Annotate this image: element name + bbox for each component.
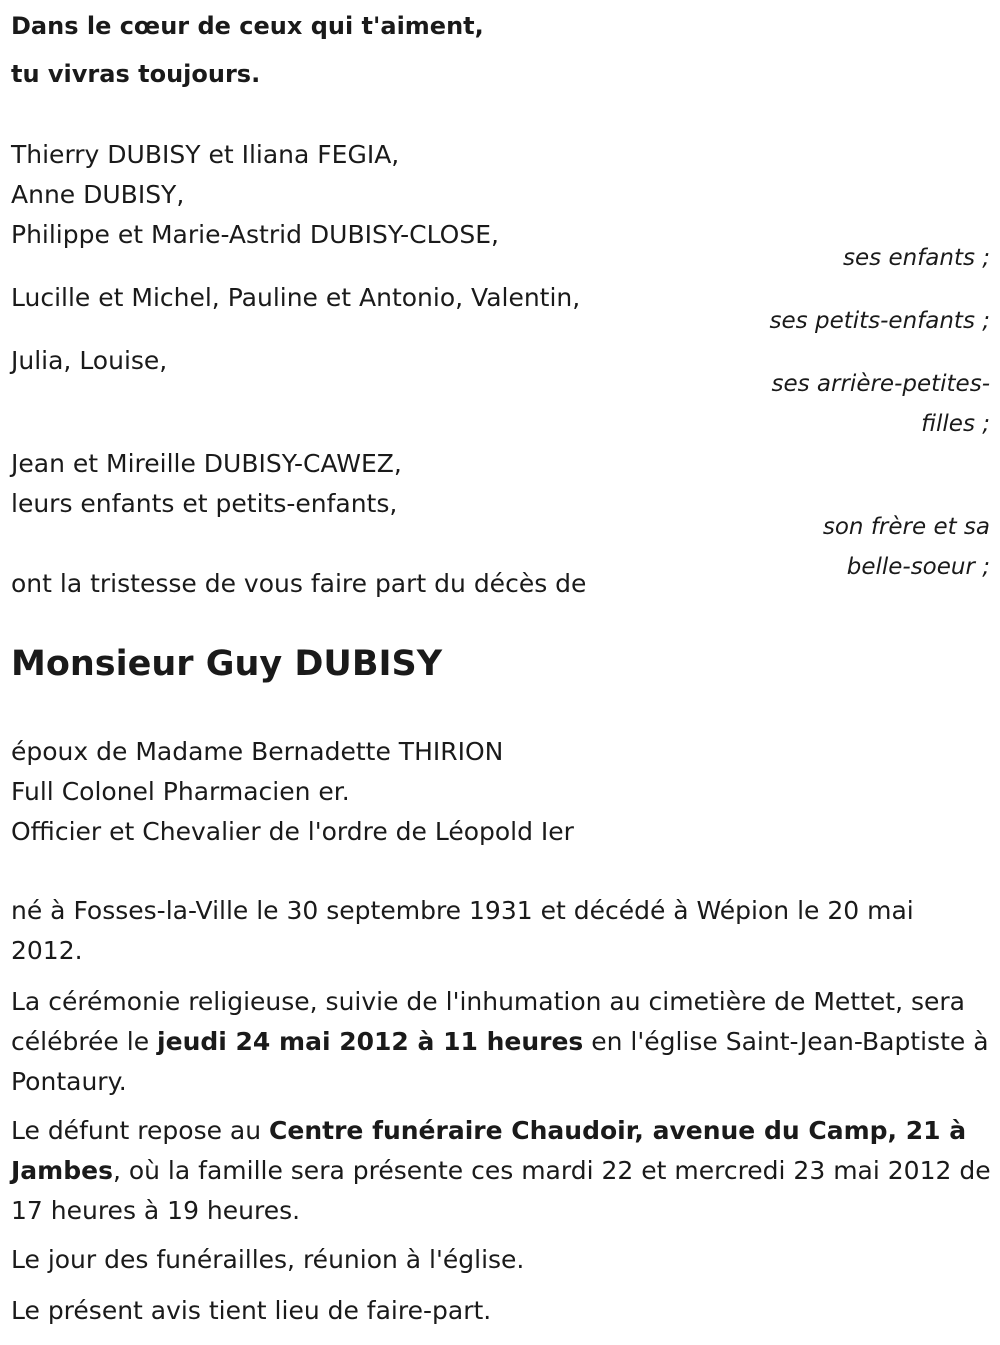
deceased-honours: Officier et Chevalier de l'ordre de Léopold Ier	[11, 817, 574, 846]
family-great-grandchildren: Julia, Louise,	[11, 346, 168, 375]
family-children-1: Thierry DUBISY et Iliana FEGIA,	[11, 140, 400, 169]
family-children-2: Anne DUBISY,	[11, 180, 185, 209]
ceremony-suffix: en l'église Saint-Jean-Baptiste à Pontaury.	[11, 1027, 989, 1096]
funeral-day-text: Le jour des funérailles, réunion à l'église.	[11, 1245, 525, 1274]
announcement-text: ont la tristesse de vous faire part du décès de	[11, 569, 587, 598]
ceremony-prefix: La cérémonie religieuse, suivie de l'inhumation au cimetière de Mettet, sera célébrée le	[11, 987, 965, 1056]
closing-text: Le présent avis tient lieu de faire-part.	[11, 1296, 492, 1325]
epigraph-line-1: Dans le cœur de ceux qui t'aiment,	[11, 12, 484, 40]
birth-death-paragraph: né à Fosses-la-Ville le 30 septembre 1931 et décédé à Wépion le 20 mai 2012.	[11, 896, 914, 965]
repose-suffix: , où la famille sera présente ces mardi 22 et mercredi 23 mai 2012 de 17 heures à 19 heures.	[11, 1156, 991, 1225]
relation-children: ses enfants ;	[843, 245, 990, 271]
relation-grandchildren: ses petits-enfants ;	[769, 308, 990, 334]
ceremony-paragraph	[11, 982, 991, 1102]
family-children-3: Philippe et Marie-Astrid DUBISY-CLOSE,	[11, 220, 499, 249]
deceased-rank: Full Colonel Pharmacien er.	[11, 777, 350, 806]
repose-paragraph	[11, 1111, 991, 1231]
family-siblings-1: Jean et Mireille DUBISY-CAWEZ,	[11, 449, 402, 478]
relation-siblings-2: belle-soeur ;	[846, 554, 990, 580]
relation-great-grandchildren-2: filles ;	[921, 411, 990, 437]
deceased-name: Monsieur Guy DUBISY	[11, 644, 443, 684]
repose-prefix: Le défunt repose au	[11, 1116, 270, 1145]
epigraph-line-2: tu vivras toujours.	[11, 60, 261, 88]
family-siblings-2: leurs enfants et petits-enfants,	[11, 489, 398, 518]
relation-siblings-1: son frère et sa	[822, 514, 990, 540]
relation-great-grandchildren-1: ses arrière-petites-	[771, 371, 990, 397]
family-grandchildren: Lucille et Michel, Pauline et Antonio, Valentin,	[11, 283, 581, 312]
deceased-spouse: époux de Madame Bernadette THIRION	[11, 737, 504, 766]
repose-place: Centre funéraire Chaudoir, avenue du Camp, 21 à Jambes	[11, 1116, 967, 1185]
ceremony-date: jeudi 24 mai 2012 à 11 heures	[157, 1027, 584, 1056]
